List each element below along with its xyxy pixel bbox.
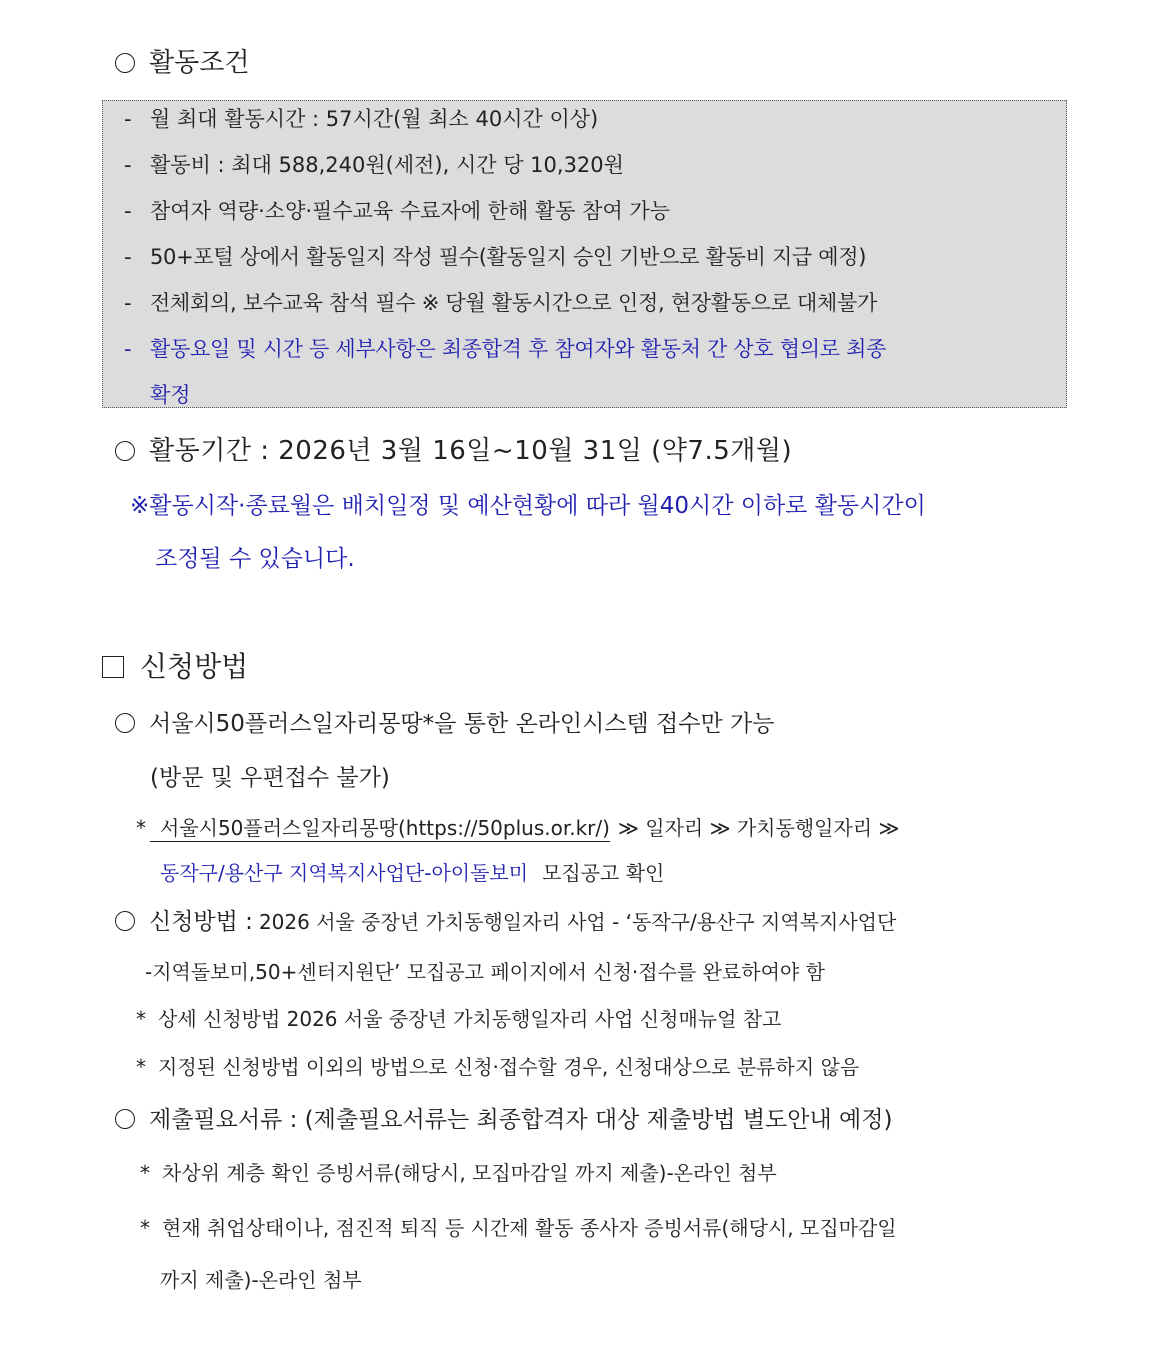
docs-item: * 차상위 계층 확인 증빙서류(해당시, 모집마감일 까지 제출)-온라인 첨부 <box>140 1161 777 1185</box>
docs-line: 제출필요서류 : (제출필요서류는 최종합격자 대상 제출방법 별도안내 예정) <box>115 1101 892 1134</box>
condition-item: - 참여자 역량·소양·필수교육 수료자에 한해 활동 참여 가능 <box>124 199 670 223</box>
square-bullet-icon <box>102 656 124 678</box>
method-note: * 지정된 신청방법 이외의 방법으로 신청·접수할 경우, 신청대상으로 분류하지 않음 <box>136 1055 860 1079</box>
period-note-continuation: 조정될 수 있습니다. <box>155 546 355 572</box>
method-continuation: -지역돌보미,50+센터지원단’ 모집공고 페이지에서 신청·접수를 완료하여야 함 <box>145 960 825 984</box>
circle-bullet-icon <box>115 441 135 461</box>
portal-path-continuation: 동작구/용산구 지역복지사업단-아이돌보미 모집공고 확인 <box>160 861 665 885</box>
condition-item-continuation: 확정 <box>150 383 191 407</box>
method-line: 신청방법 : 2026 서울 중장년 가치동행일자리 사업 - ‘동작구/용산구 지역복지사업단 <box>115 903 896 936</box>
apply-heading: 신청방법 <box>102 645 248 685</box>
circle-bullet-icon <box>115 53 135 73</box>
online-only-continuation: (방문 및 우편접수 불가) <box>150 765 390 791</box>
method-note: * 상세 신청방법 2026 서울 중장년 가치동행일자리 사업 신청매뉴얼 참고 <box>136 1007 782 1031</box>
online-only-line: 서울시50플러스일자리몽땅*을 통한 온라인시스템 접수만 가능 <box>115 705 774 738</box>
portal-link[interactable]: 서울시50플러스일자리몽땅(https://50plus.or.kr/) <box>150 816 610 842</box>
condition-item: - 활동비 : 최대 588,240원(세전), 시간 당 10,320원 <box>124 153 624 177</box>
circle-bullet-icon <box>115 713 135 733</box>
period-note: ※활동시작·종료월은 배치일정 및 예산현황에 따라 월40시간 이하로 활동시간이 <box>130 493 926 519</box>
condition-item: - 전체회의, 보수교육 참석 필수 ※ 당월 활동시간으로 인정, 현장활동으로 대체불가 <box>124 291 877 315</box>
circle-bullet-icon <box>115 911 135 931</box>
period-line: 활동기간 : 2026년 3월 16일~10월 31일 (약7.5개월) <box>115 430 792 467</box>
conditions-heading: 활동조건 <box>115 42 249 79</box>
docs-item: * 현재 취업상태이나, 점진적 퇴직 등 시간제 활동 종사자 증빙서류(해당시, 모집마감일 <box>140 1216 897 1240</box>
condition-item: - 월 최대 활동시간 : 57시간(월 최소 40시간 이상) <box>124 107 599 131</box>
condition-item: - 50+포털 상에서 활동일지 작성 필수(활동일지 승인 기반으로 활동비 지급 예정) <box>124 245 867 269</box>
condition-item-highlighted: - 활동요일 및 시간 등 세부사항은 최종합격 후 참여자와 활동처 간 상호 협의로 최종 <box>124 337 887 361</box>
portal-path-line: * 서울시50플러스일자리몽땅(https://50plus.or.kr/) ≫ 일자리 ≫ 가치동행일자리 ≫ <box>136 816 900 840</box>
circle-bullet-icon <box>115 1109 135 1129</box>
docs-item-continuation: 까지 제출)-온라인 첨부 <box>160 1268 362 1292</box>
